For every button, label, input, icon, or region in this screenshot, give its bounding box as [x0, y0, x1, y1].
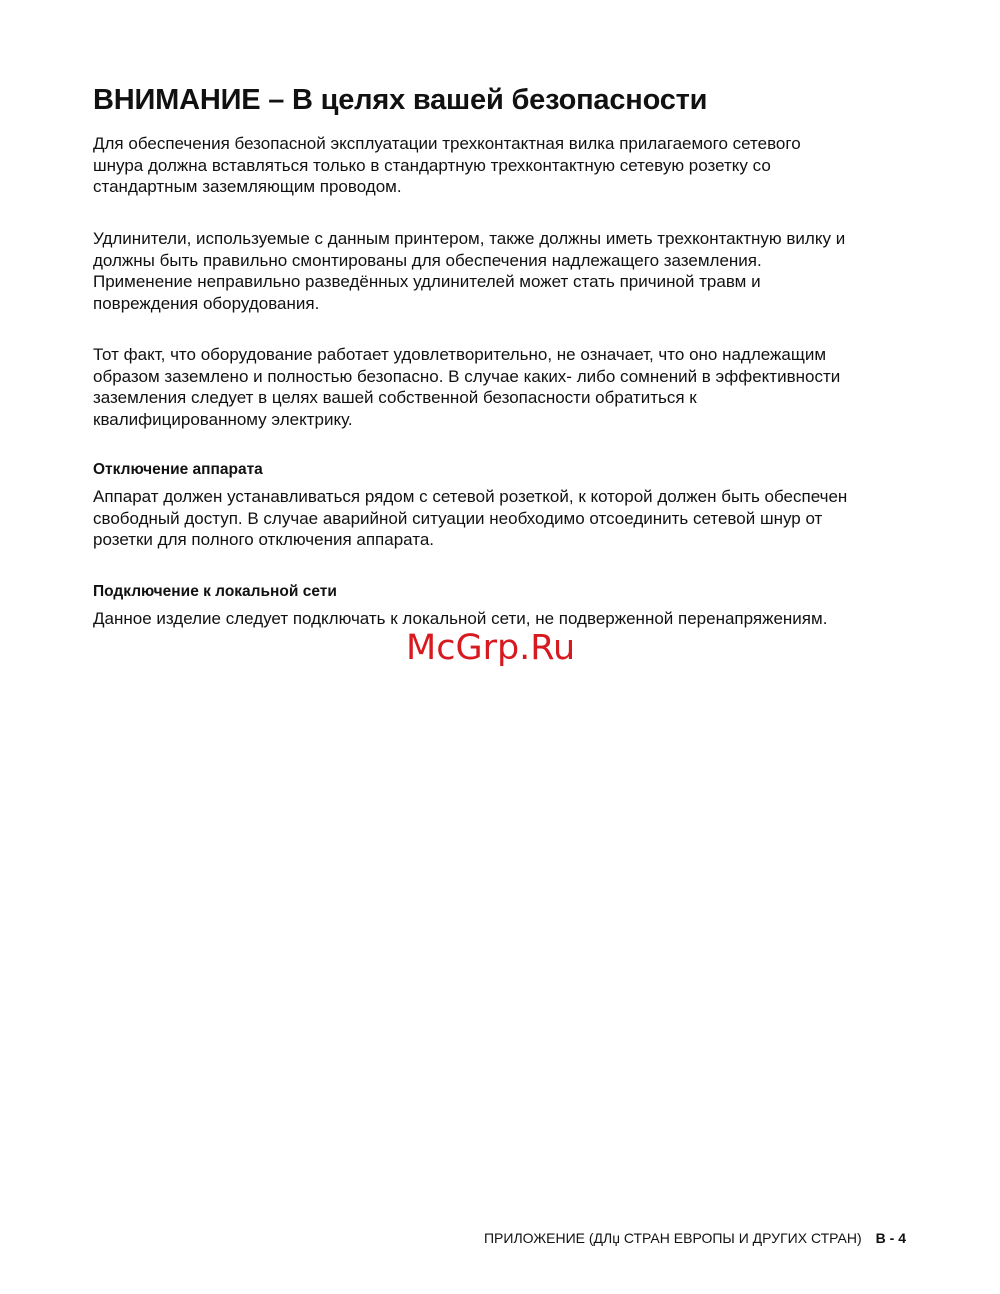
footer-text: ПРИЛОЖЕНИЕ (ДЛџ СТРАН ЕВРОПЫ И ДРУГИХ СТРАН) [483, 1230, 862, 1246]
text-line: квалифицированному электрику. [93, 410, 353, 430]
page-number: B - 4 [875, 1230, 906, 1246]
text-line: розетки для полного отключения аппарата. [93, 530, 435, 550]
text-line: шнура должна вставляться только в стандартную трехконтактную сетевую розетку со [93, 155, 771, 175]
text-line: Тот факт, что оборудование работает удовлетворительно, не означает, что оно надлежащим [93, 345, 827, 364]
text-line: Удлинители, используемые с данным принтером, также должны иметь трехконтактную вилку и [93, 229, 846, 248]
text-line: стандартным заземляющим проводом. [93, 177, 402, 197]
text-line: образом заземлено и полностью безопасно. В случае каких- либо сомнений в эффективности [93, 366, 841, 386]
section-heading-disconnect: Отключение аппарата [93, 461, 263, 478]
paragraph-disconnect [93, 486, 913, 551]
page-footer [484, 1230, 906, 1246]
text-line: Аппарат должен устанавливаться рядом с сетевой розеткой, к которой должен быть обеспечен [93, 487, 848, 506]
paragraph-extension-cords [93, 228, 913, 315]
text-line: Для обеспечения безопасной эксплуатации трехконтактная вилка прилагаемого сетевого [93, 134, 801, 153]
text-line: свободный доступ. В случае аварийной ситуации необходимо отсоединить сетевой шнур от [93, 508, 823, 528]
text-line: повреждения оборудования. [93, 294, 320, 314]
page-title: ВНИМАНИЕ – В целях вашей безопасности [93, 84, 708, 116]
paragraph-lan [93, 608, 913, 630]
paragraph-grounding-plug [93, 133, 913, 198]
watermark: McGrp.Ru [406, 628, 576, 668]
paragraph-grounding-check [93, 344, 913, 431]
text-line: заземления следует в целях вашей собственной безопасности обратиться к [93, 388, 697, 408]
text-line: Применение неправильно разведённых удлинителей может стать причиной травм и [93, 272, 761, 292]
text-line: должны быть правильно смонтированы для обеспечения надлежащего заземления. [93, 250, 762, 270]
text-line: Данное изделие следует подключать к локальной сети, не подверженной перенапряжениям. [93, 609, 828, 628]
section-heading-lan: Подключение к локальной сети [93, 583, 337, 600]
